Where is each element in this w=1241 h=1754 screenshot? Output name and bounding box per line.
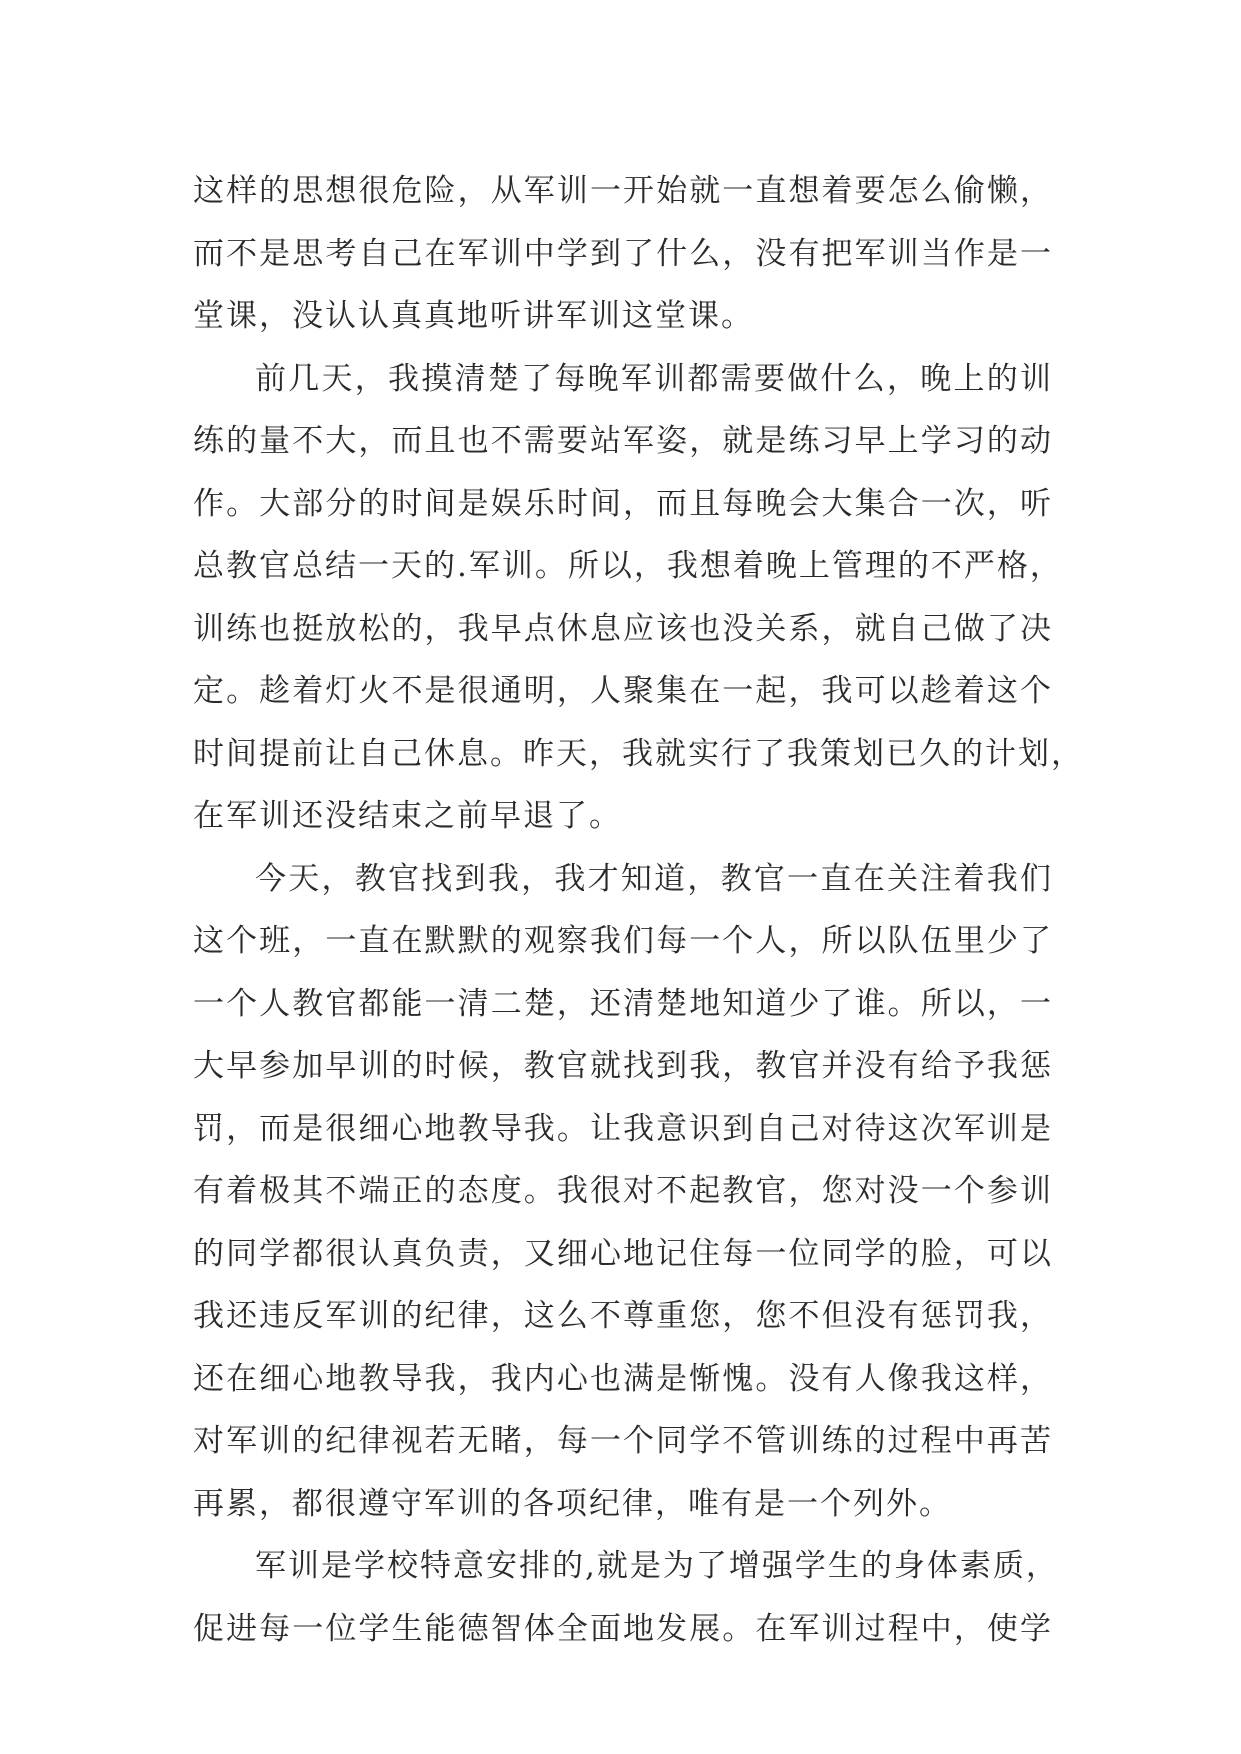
text-line: 今天，教官找到我，我才知道，教官一直在关注着我们 <box>255 860 1053 897</box>
text-line: 训练也挺放松的，我早点休息应该也没关系，就自己做了决 <box>193 610 1053 647</box>
text-line: 这个班，一直在默默的观察我们每一个人，所以队伍里少了 <box>193 923 1053 959</box>
text-line: 有着极其不端正的态度。我很对不起教官，您对没一个参训 <box>193 1173 1053 1209</box>
paragraph-1 <box>193 160 1053 348</box>
text-line: 还在细心地教导我，我内心也满是惭愧。没有人像我这样， <box>193 1360 1053 1397</box>
text-line: 大早参加早训的时候，教官就找到我，教官并没有给予我惩 <box>193 1048 1053 1084</box>
paragraph-3 <box>193 848 1053 1536</box>
paragraph-4 <box>193 1535 1059 1660</box>
body-text <box>193 160 1084 1660</box>
text-line: 再累，都很遵守军训的各项纪律，唯有是一个列外。 <box>193 1485 952 1522</box>
text-line: 在军训还没结束之前早退了。 <box>193 798 622 834</box>
text-line: 对军训的纪律视若无睹，每一个同学不管训练的过程中再苦 <box>193 1423 1053 1459</box>
text-line: 定。趁着灯火不是很通明，人聚集在一起，我可以趁着这个 <box>193 673 1053 709</box>
text-line: 罚，而是很细心地教导我。让我意识到自己对待这次军训是 <box>193 1110 1053 1147</box>
text-line: 前几天，我摸清楚了每晚军训都需要做什么，晚上的训 <box>255 360 1053 397</box>
text-line: 我还违反军训的纪律，这么不尊重您，您不但没有惩罚我， <box>193 1298 1053 1334</box>
text-line: 练的量不大，而且也不需要站军姿，就是练习早上学习的动 <box>193 423 1053 459</box>
text-line: 一个人教官都能一清二楚，还清楚地知道少了谁。所以，一 <box>193 985 1053 1022</box>
paragraph-2 <box>193 348 1084 848</box>
text-line: 这样的思想很危险，从军训一开始就一直想着要怎么偷懒， <box>193 173 1053 209</box>
text-line: 而不是思考自己在军训中学到了什么，没有把军训当作是一 <box>193 235 1053 272</box>
text-line: 军训是学校特意安排的,就是为了增强学生的身体素质， <box>255 1548 1059 1584</box>
text-line: 促进每一位学生能德智体全面地发展。在军训过程中，使学 <box>193 1610 1053 1647</box>
text-line: 时间提前让自己休息。昨天，我就实行了我策划已久的计划， <box>193 735 1084 772</box>
text-line: 堂课，没认认真真地听讲军训这堂课。 <box>193 298 754 334</box>
text-line: 的同学都很认真负责，又细心地记住每一位同学的脸，可以 <box>193 1235 1053 1272</box>
text-line: 总教官总结一天的.军训。所以，我想着晚上管理的不严格， <box>193 548 1063 584</box>
text-line: 作。大部分的时间是娱乐时间，而且每晚会大集合一次，听 <box>193 485 1053 522</box>
